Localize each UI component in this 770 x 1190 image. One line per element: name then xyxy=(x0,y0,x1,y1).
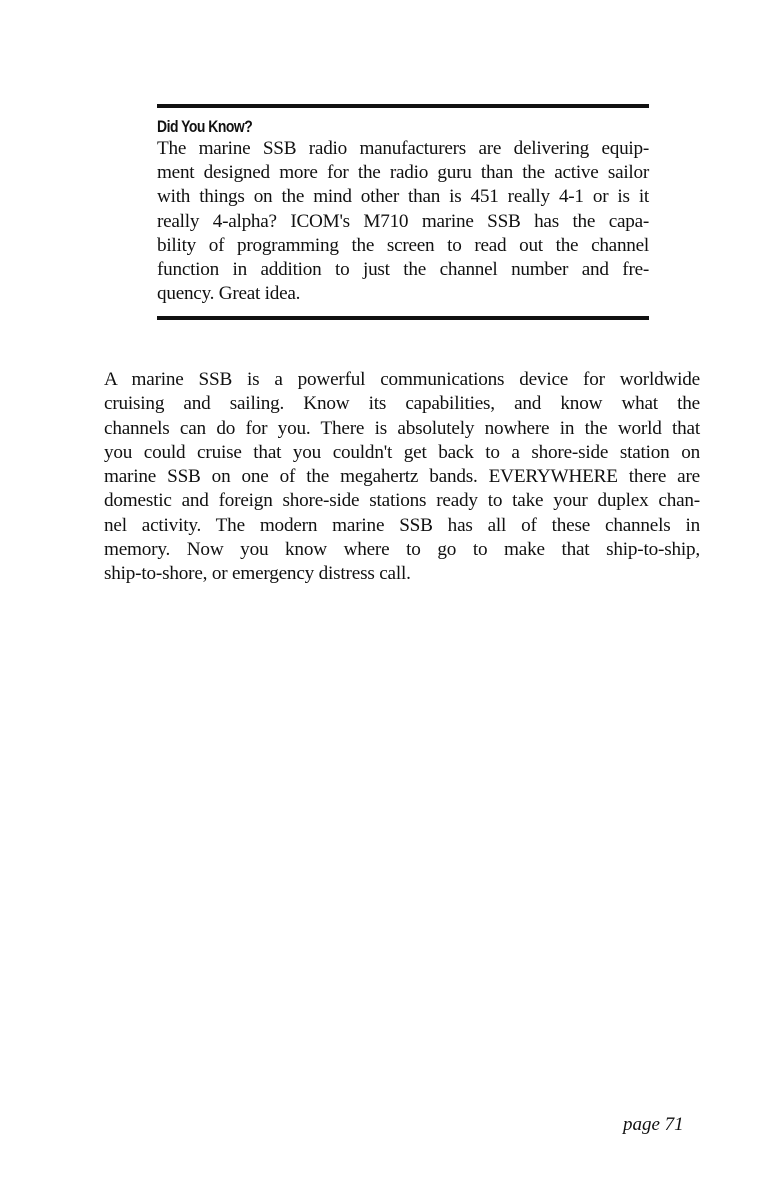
body-paragraph xyxy=(104,368,700,587)
box-line: with things on the mind other than is 451 really 4-1 or is it xyxy=(157,186,649,208)
did-you-know-box xyxy=(157,104,649,320)
box-line: The marine SSB radio manufacturers are delivering equip- xyxy=(157,138,649,159)
box-line: function in addition to just the channel number and fre- xyxy=(157,259,649,281)
body-line: ship-to-shore, or emergency distress call. xyxy=(104,563,411,585)
page-number: page 71 xyxy=(623,1114,684,1135)
box-line: quency. Great idea. xyxy=(157,283,301,305)
body-line: you could cruise that you couldn't get back to a shore-side station on xyxy=(104,441,700,463)
box-line: really 4-alpha? ICOM's M710 marine SSB has the capa- xyxy=(157,210,649,232)
box-text xyxy=(157,137,649,306)
body-line: memory. Now you know where to go to make that ship-to-ship, xyxy=(104,539,700,561)
body-line: domestic and foreign shore-side stations ready to take your duplex chan- xyxy=(104,490,700,512)
box-title: Did You Know? xyxy=(157,117,253,136)
box-line: bility of programming the screen to read out the channel xyxy=(157,234,649,256)
body-line: cruising and sailing. Know its capabilities, and know what the xyxy=(104,393,700,415)
body-line: nel activity. The modern marine SSB has all of these channels in xyxy=(104,514,700,536)
bottom-rule xyxy=(157,316,649,320)
body-line: A marine SSB is a powerful communications device for worldwide xyxy=(104,369,700,390)
box-line: ment designed more for the radio guru than the active sailor xyxy=(157,162,649,184)
body-line: channels can do for you. There is absolutely nowhere in the world that xyxy=(104,417,700,439)
body-line: marine SSB on one of the megahertz bands. EVERYWHERE there are xyxy=(104,466,700,488)
top-rule xyxy=(157,104,649,108)
